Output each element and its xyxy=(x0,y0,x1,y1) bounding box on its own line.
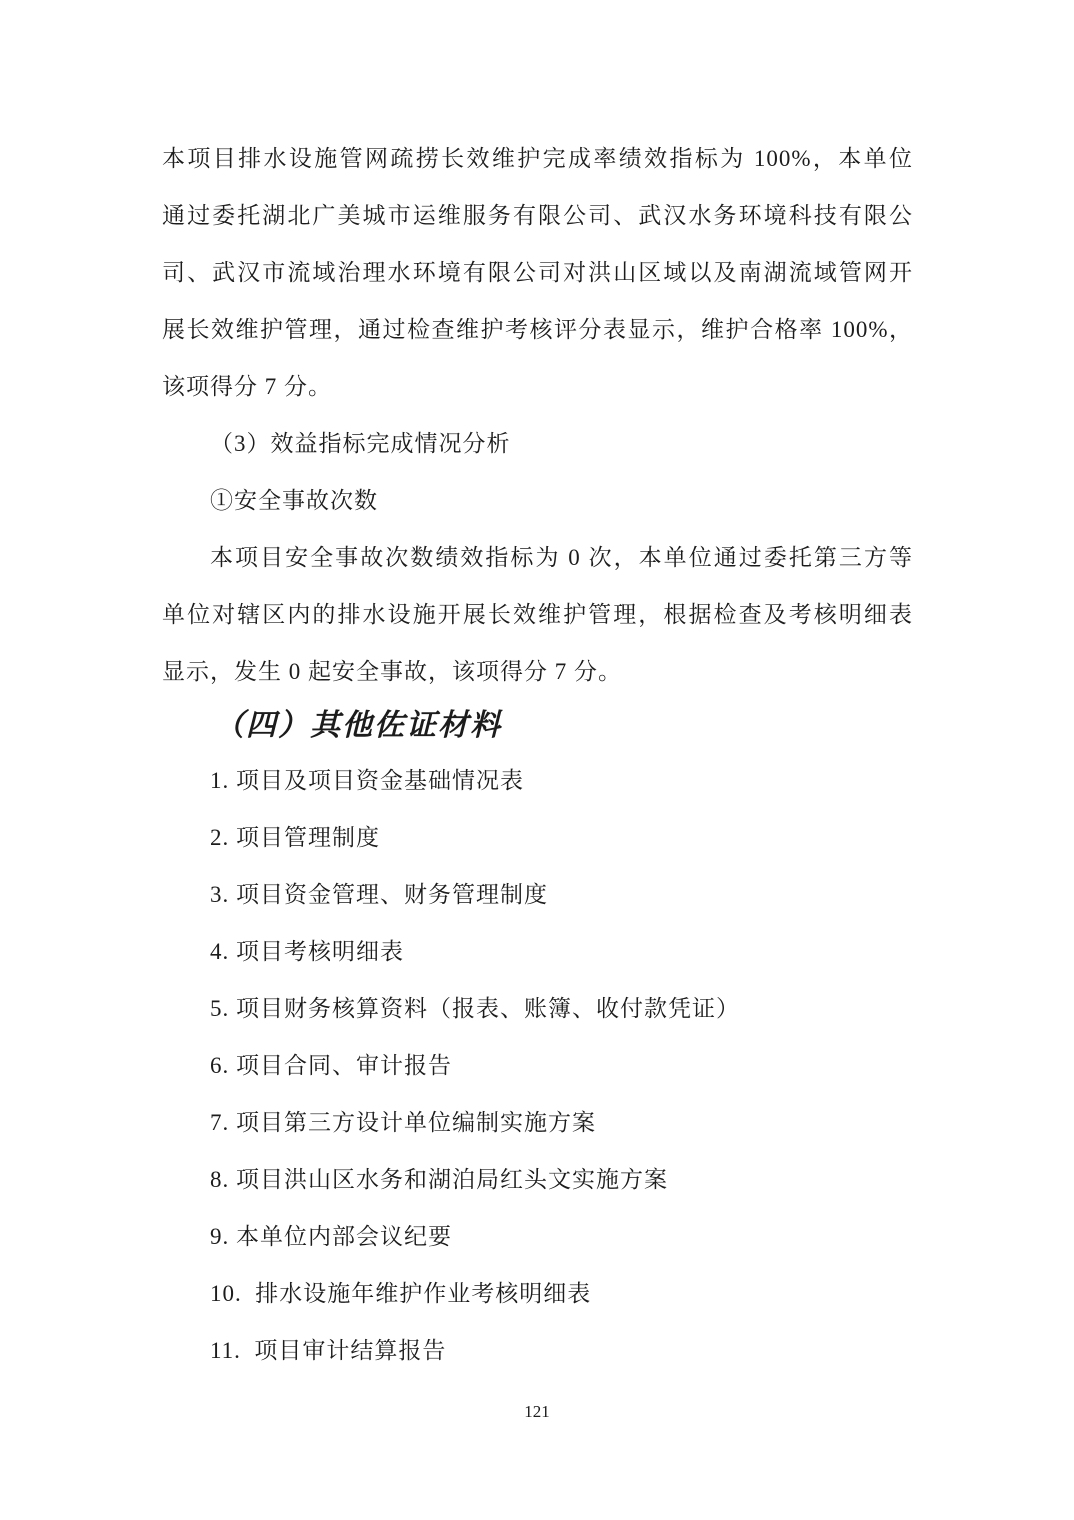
paragraph-maintenance-completion xyxy=(162,130,913,415)
text-line: 司、武汉市流域治理水环境有限公司对洪山区域以及南湖流域管网开 xyxy=(162,260,913,285)
page-number: 121 xyxy=(524,1402,550,1421)
list-item: 3. 项目资金管理、财务管理制度 xyxy=(210,882,548,907)
list-item: 4. 项目考核明细表 xyxy=(210,939,404,964)
benefit-indicator-heading: （3）效益指标完成情况分析 xyxy=(210,431,511,456)
text-line: 本项目安全事故次数绩效指标为 0 次，本单位通过委托第三方等 xyxy=(210,545,913,570)
list-item: 1. 项目及项目资金基础情况表 xyxy=(210,768,524,793)
attachment-list xyxy=(162,752,913,1379)
list-item: 9. 本单位内部会议纪要 xyxy=(210,1224,452,1249)
text-line: 显示，发生 0 起安全事故，该项得分 7 分。 xyxy=(162,659,622,684)
section-heading-other-materials: （四）其他佐证材料 xyxy=(214,709,502,742)
document-body xyxy=(162,130,913,1379)
text-line: 通过委托湖北广美城市运维服务有限公司、武汉水务环境科技有限公 xyxy=(162,203,913,228)
list-item: 8. 项目洪山区水务和湖泊局红头文实施方案 xyxy=(210,1167,668,1192)
paragraph-safety-incidents xyxy=(162,529,913,700)
list-item: 11. 项目审计结算报告 xyxy=(210,1338,447,1363)
list-item: 10. 排水设施年维护作业考核明细表 xyxy=(210,1281,592,1306)
safety-incident-subheading: ①安全事故次数 xyxy=(210,488,378,513)
list-item: 6. 项目合同、审计报告 xyxy=(210,1053,452,1078)
text-line: 单位对辖区内的排水设施开展长效维护管理，根据检查及考核明细表 xyxy=(162,602,913,627)
list-item: 7. 项目第三方设计单位编制实施方案 xyxy=(210,1110,596,1135)
list-item: 5. 项目财务核算资料（报表、账簿、收付款凭证） xyxy=(210,996,740,1021)
text-line: 该项得分 7 分。 xyxy=(162,374,332,399)
text-line: 展长效维护管理，通过检查维护考核评分表显示，维护合格率 100%， xyxy=(162,317,913,342)
list-item: 2. 项目管理制度 xyxy=(210,825,380,850)
text-line: 本项目排水设施管网疏捞长效维护完成率绩效指标为 100%，本单位 xyxy=(162,146,913,171)
